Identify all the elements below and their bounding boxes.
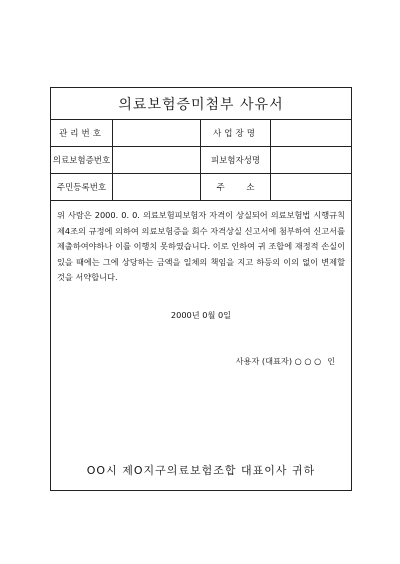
row-resident-number <box>51 174 351 201</box>
insurance-card-number-field[interactable] <box>113 147 201 173</box>
insurance-card-number-label: 의료보험증번호 <box>51 147 113 173</box>
row-management-number <box>51 120 351 147</box>
statement-text: 위 사람은 2000. 0. 0. 의료보험피보험자 자격이 상실되어 의료보험법 시행규칙 제4조의 규정에 의하여 의료보험증을 회수 자격상실 신고서에 첨부하여 신고서를 제출하여야하나 이를 이행치 못하였습니다. 이로 인하여 귀 조합에 재정적 손실이 있을 때에는 그에 상당하는 금액을 일체의 책임을 지고 하등의 이의 없이 변제할 것을 서약합니다. <box>57 210 345 282</box>
resident-number-label: 주민등록번호 <box>51 174 113 200</box>
addressee-line: OO시 제O지구의료보험조합 대표이사 귀하 <box>86 464 316 477</box>
workplace-name-field[interactable] <box>271 120 351 146</box>
management-number-field[interactable] <box>113 120 201 146</box>
signature-line <box>236 356 335 367</box>
row-insurance-card-number <box>51 147 351 174</box>
management-number-label: 관리번호 <box>51 120 113 146</box>
insured-name-field[interactable] <box>271 147 351 173</box>
resident-number-field[interactable] <box>113 174 201 200</box>
seal-mark: 인 <box>327 357 335 366</box>
signer-label: 사용자 (대표자) ○ ○ ○ <box>235 356 322 366</box>
date-line: 2000년 0월 0일 <box>170 310 232 320</box>
insured-name-label: 피보험자성명 <box>201 147 271 173</box>
address-field[interactable] <box>271 174 351 200</box>
workplace-name-label: 사업장명 <box>201 120 271 146</box>
address-label: 주 소 <box>201 174 271 200</box>
form-title: 의료보험증미첨부 사유서 <box>51 88 351 120</box>
reason-statement-form <box>50 87 352 491</box>
